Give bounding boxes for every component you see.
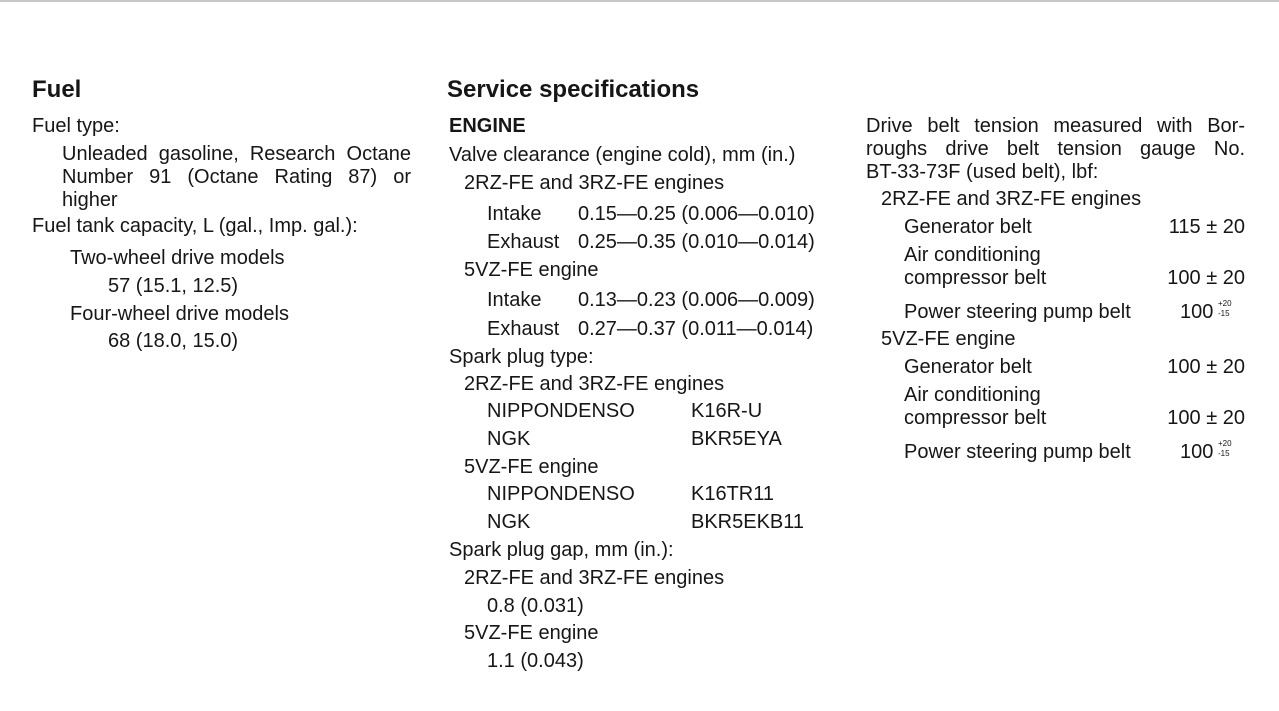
spark-plug-gap-label: Spark plug gap, mm (in.): xyxy=(449,539,674,561)
belt-intro-line-2: roughs drive belt tension gauge No. xyxy=(866,138,1245,160)
belt-5vz-ps-label: Power steering pump belt xyxy=(904,441,1131,463)
belt-intro-line-3: BT-33-73F (used belt), lbf: xyxy=(866,161,1099,183)
fuel-heading: Fuel xyxy=(32,76,82,103)
plug-5vz-ngk-brand: NGK xyxy=(487,511,531,533)
valve-5vz-exhaust-label: Exhaust xyxy=(487,318,560,340)
gap-5vz-label: 5VZ-FE engine xyxy=(464,622,599,644)
plug-2rz-ngk-part: BKR5EYA xyxy=(691,428,782,450)
belt-2rz-generator-label: Generator belt xyxy=(904,216,1032,238)
fuel-type-line-1: Unleaded gasoline, Research Octane xyxy=(62,143,411,165)
valve-5vz-intake-value: 0.13—0.23 (0.006—0.009) xyxy=(578,289,815,311)
belt-5vz-ac-value: 100 ± 20 xyxy=(1167,407,1245,429)
belt-2rz-generator-value: 115 ± 20 xyxy=(1168,216,1245,238)
valve-5vz-label: 5VZ-FE engine xyxy=(464,259,599,281)
belt-2rz-ps-tol-plus: +20 xyxy=(1218,299,1232,308)
gap-5vz-value: 1.1 (0.043) xyxy=(487,650,584,672)
plug-5vz-nd-part: K16TR11 xyxy=(691,483,775,505)
plug-2rz-nd-part: K16R-U xyxy=(691,400,763,422)
belt-5vz-ac-label-line-1: Air conditioning xyxy=(904,384,1041,406)
belt-5vz-ps-value: 100 xyxy=(1180,441,1214,463)
belt-5vz-generator-label: Generator belt xyxy=(904,356,1032,378)
fuel-type-line-2: Number 91 (Octane Rating 87) or xyxy=(62,166,411,188)
valve-2rz-label: 2RZ-FE and 3RZ-FE engines xyxy=(464,172,725,194)
valve-5vz-exhaust-value: 0.27—0.37 (0.011—0.014) xyxy=(578,318,814,340)
belt-2rz-ac-label-line-1: Air conditioning xyxy=(904,244,1041,266)
belt-2rz-label: 2RZ-FE and 3RZ-FE engines xyxy=(881,188,1142,210)
gap-2rz-label: 2RZ-FE and 3RZ-FE engines xyxy=(464,567,725,589)
plug-2rz-nd-brand: NIPPONDENSO xyxy=(487,400,635,422)
four-wd-value: 68 (18.0, 15.0) xyxy=(108,330,239,352)
valve-2rz-exhaust-value: 0.25—0.35 (0.010—0.014) xyxy=(578,231,815,253)
belt-2rz-ac-label-line-2: compressor belt xyxy=(904,267,1047,289)
valve-2rz-exhaust-label: Exhaust xyxy=(487,231,560,253)
plug-5vz-nd-brand: NIPPONDENSO xyxy=(487,483,635,505)
plug-5vz-ngk-part: BKR5EKB11 xyxy=(691,511,805,533)
belt-5vz-generator-value: 100 ± 20 xyxy=(1167,356,1245,378)
service-heading: Service specifications xyxy=(447,76,700,103)
engine-label: ENGINE xyxy=(449,115,526,137)
belt-2rz-ps-tol-minus: -15 xyxy=(1218,309,1230,318)
fuel-type-line-3: higher xyxy=(62,189,118,211)
belt-5vz-label: 5VZ-FE engine xyxy=(881,328,1016,350)
valve-2rz-intake-label: Intake xyxy=(487,203,542,225)
belt-5vz-ps-tol-plus: +20 xyxy=(1218,439,1232,448)
two-wd-value: 57 (15.1, 12.5) xyxy=(108,275,239,297)
belt-2rz-ac-value: 100 ± 20 xyxy=(1167,267,1245,289)
belt-5vz-ac-label-line-2: compressor belt xyxy=(904,407,1047,429)
gap-2rz-value: 0.8 (0.031) xyxy=(487,595,584,617)
fuel-tank-label: Fuel tank capacity, L (gal., Imp. gal.): xyxy=(32,215,358,237)
valve-2rz-intake-value: 0.15—0.25 (0.006—0.010) xyxy=(578,203,815,225)
plug-2rz-ngk-brand: NGK xyxy=(487,428,531,450)
two-wd-label: Two-wheel drive models xyxy=(70,247,285,269)
top-border xyxy=(0,0,1279,2)
fuel-type-label: Fuel type: xyxy=(32,115,120,137)
four-wd-label: Four-wheel drive models xyxy=(70,303,289,325)
belt-2rz-ps-label: Power steering pump belt xyxy=(904,301,1131,323)
belt-2rz-ps-value: 100 xyxy=(1180,301,1214,323)
belt-5vz-ps-tol-minus: -15 xyxy=(1218,449,1230,458)
spark-plug-type-label: Spark plug type: xyxy=(449,346,594,368)
valve-5vz-intake-label: Intake xyxy=(487,289,542,311)
valve-clearance-label: Valve clearance (engine cold), mm (in.) xyxy=(449,144,796,166)
plug-5vz-label: 5VZ-FE engine xyxy=(464,456,599,478)
plug-2rz-label: 2RZ-FE and 3RZ-FE engines xyxy=(464,373,725,395)
belt-intro-line-1: Drive belt tension measured with Bor- xyxy=(866,115,1245,137)
